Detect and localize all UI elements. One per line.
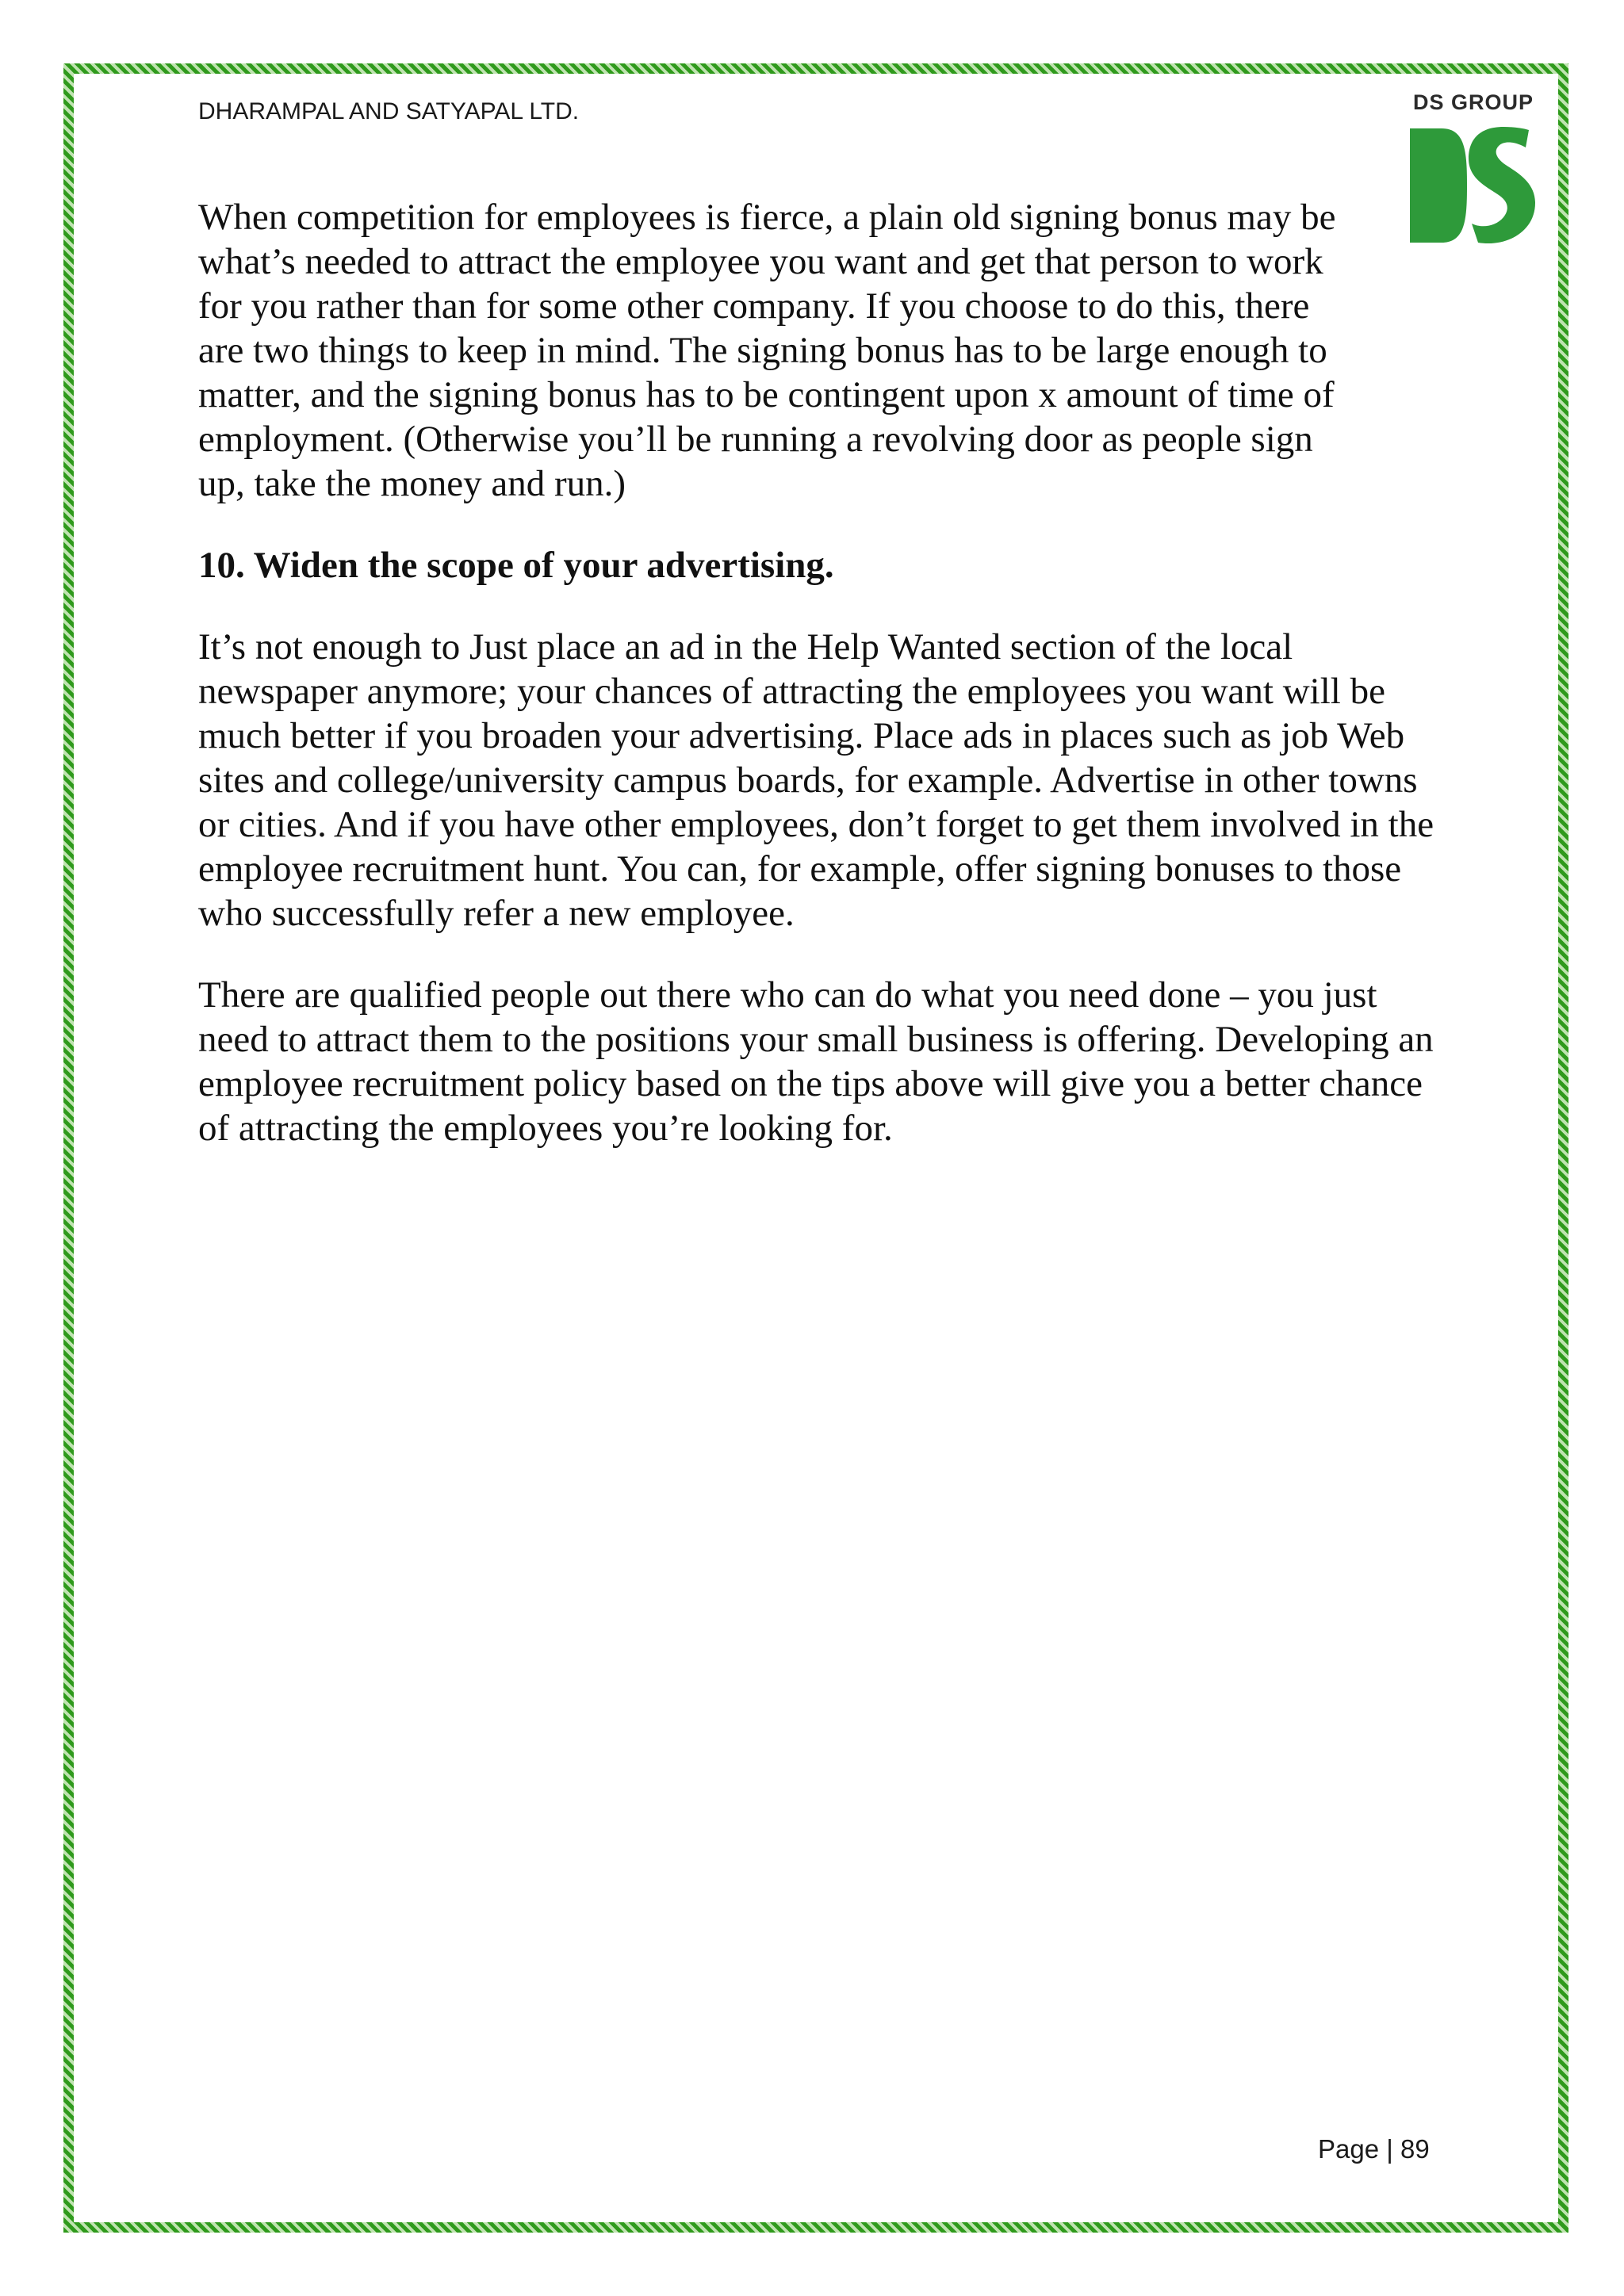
paragraph-conclusion: There are qualified people out there who can do what you need done – you just need to attract them to the positions your small business is offering. Developing an employee recruitment policy based on the tips above will give you a better chance of attracting the employees you’re looking for.: [198, 974, 1434, 1149]
company-header: DHARAMPAL AND SATYAPAL LTD.: [198, 98, 580, 124]
main-content: [198, 195, 1435, 1188]
paragraph-advertising: It’s not enough to Just place an ad in the Help Wanted section of the local newspaper anymore; your chances of attracting the employees you want will be much better if you broaden your advertising. Place ads in places such as job Web sites and college/university campus boards, for example. Advertise in other towns or cities. And if you have other employees, don’t forget to get them involved in the employee recruitment hunt. You can, for example, offer signing bonuses to those who successfully refer a new employee.: [198, 626, 1434, 934]
logo-title: DS GROUP: [1412, 90, 1534, 114]
paragraph-signing-bonus: When competition for employees is fierce, a plain old signing bonus may be what’s needed to attract the employee you want and get that person to work for you rather than for some other company. If you choose to do this, there are two things to keep in mind. The signing bonus has to be large enough to matter, and the signing bonus has to be contingent upon x amount of time of employment. (Otherwise you’ll be running a revolving door as people sign up, take the money and run.): [198, 197, 1336, 504]
section-heading-10: 10. Widen the scope of your advertising.: [198, 545, 834, 586]
page-number: Page | 89: [1318, 2134, 1430, 2164]
